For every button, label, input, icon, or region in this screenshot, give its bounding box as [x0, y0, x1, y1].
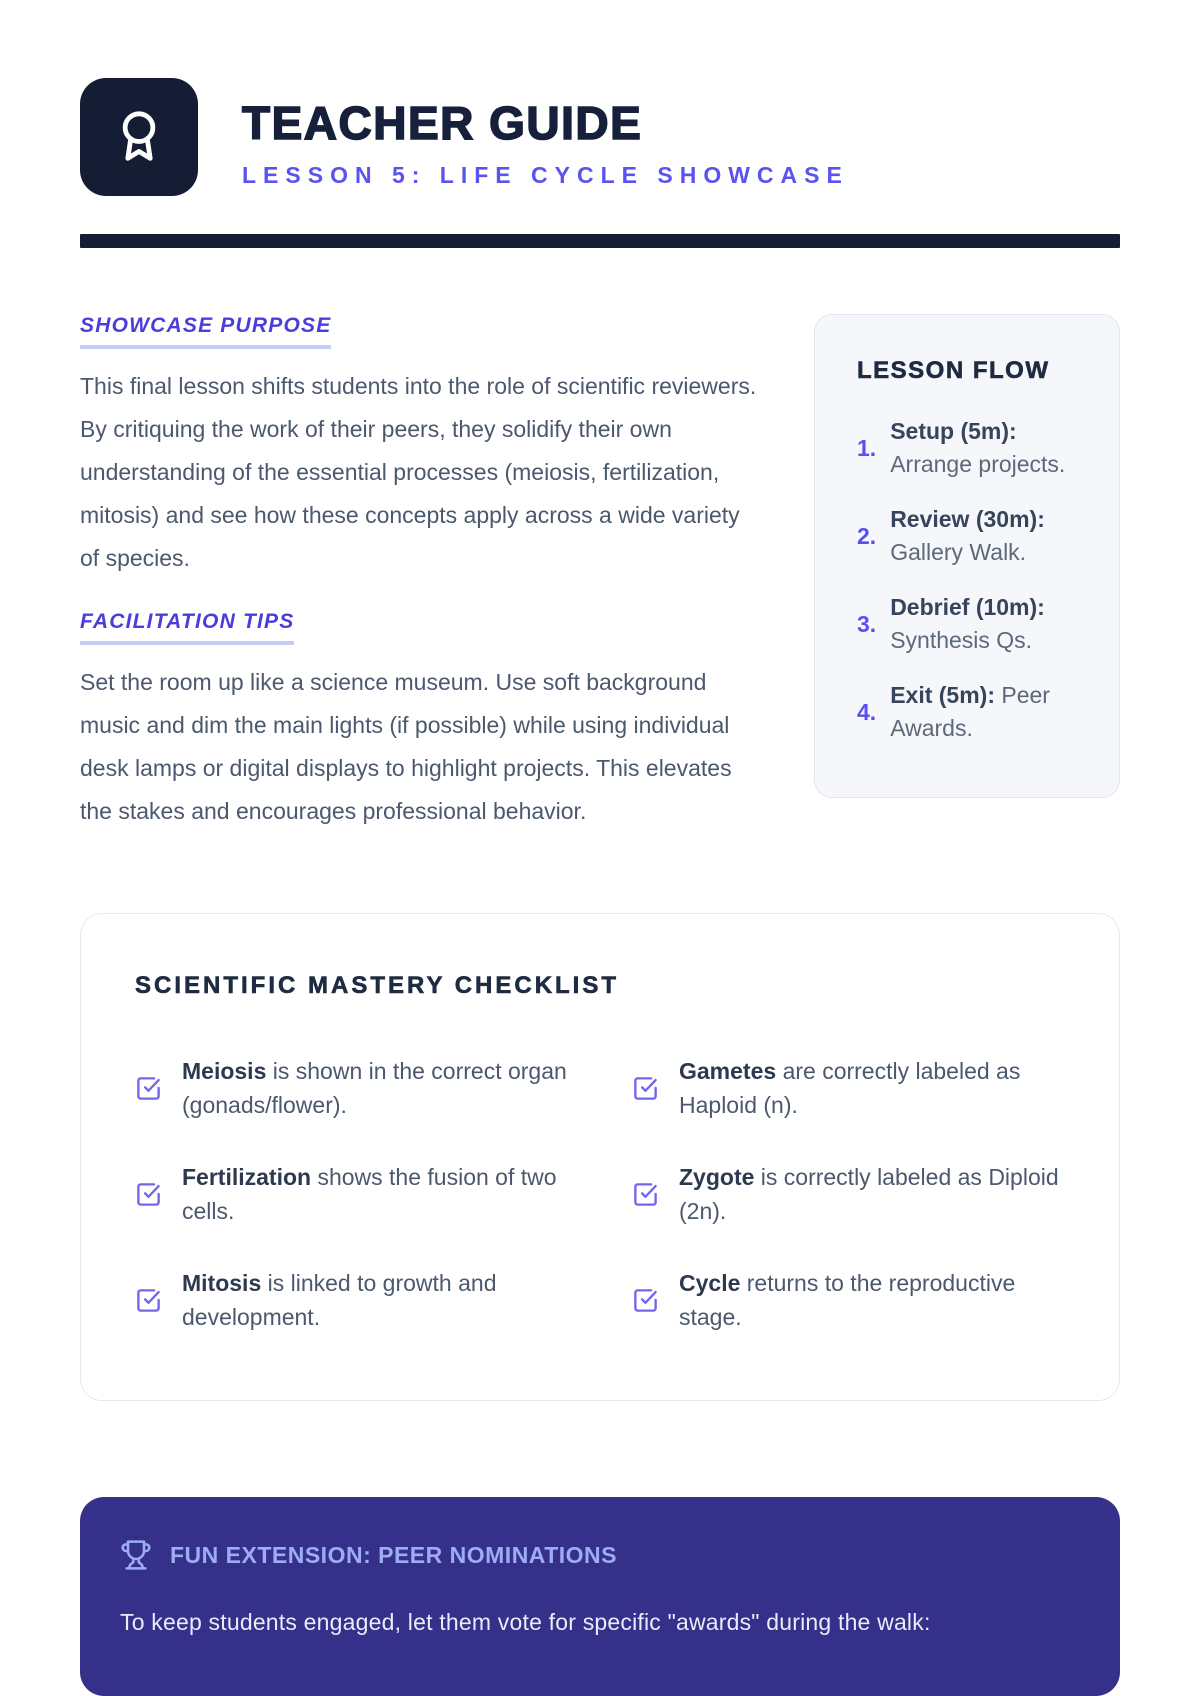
content-columns [80, 314, 1120, 833]
page-title: TEACHER GUIDE [242, 97, 643, 149]
step-number: 3. [857, 610, 877, 637]
lesson-flow-step [857, 591, 1089, 657]
check-square-icon [632, 1181, 659, 1208]
checklist-detail: is correctly labeled as Diploid (2n). [679, 1164, 1059, 1224]
checklist-item [135, 1054, 568, 1122]
header-titles [242, 78, 849, 189]
purpose-heading: SHOWCASE PURPOSE [80, 314, 331, 349]
checklist-item-text [679, 1054, 1065, 1122]
lesson-flow-step [857, 415, 1089, 481]
check-square-icon [135, 1075, 162, 1102]
checklist-title: SCIENTIFIC MASTERY CHECKLIST [135, 972, 620, 999]
checklist-detail: shows the fusion of two cells. [182, 1164, 557, 1224]
step-detail: Peer Awards. [890, 682, 1050, 741]
mastery-checklist-card [80, 913, 1120, 1401]
check-square-icon [135, 1181, 162, 1208]
check-square-icon [632, 1287, 659, 1314]
award-icon [107, 105, 171, 169]
purpose-paragraph: This final lesson shifts students into the role of scientific reviewers. By critiquing the work of their peers, they solidify their own understanding of the essential processes (meiosis, fertilization, mitosis) and see how these concepts apply across a wide variety of species. [80, 373, 757, 571]
award-logo-badge [80, 78, 198, 196]
checklist-item-text [182, 1054, 568, 1122]
lesson-flow-step [857, 679, 1089, 745]
checklist-item-text [679, 1266, 1065, 1334]
checklist-detail: is linked to growth and development. [182, 1270, 497, 1330]
checklist-detail: returns to the reproductive stage. [679, 1270, 1016, 1330]
checklist-keyword: Meiosis [182, 1058, 267, 1084]
header [80, 78, 1120, 196]
checklist-keyword: Gametes [679, 1058, 777, 1084]
step-text [890, 415, 1089, 481]
checklist-keyword: Cycle [679, 1270, 741, 1296]
extension-title-row [120, 1539, 1080, 1571]
check-square-icon [135, 1287, 162, 1314]
checklist-item [632, 1160, 1065, 1228]
checklist-item [632, 1054, 1065, 1122]
checklist-detail: are correctly labeled as Haploid (n). [679, 1058, 1021, 1118]
trophy-icon [120, 1539, 152, 1571]
step-number: 2. [857, 522, 877, 549]
header-divider [80, 234, 1120, 248]
step-detail: Synthesis Qs. [890, 627, 1033, 653]
checklist-item [135, 1266, 568, 1334]
tips-section [80, 610, 760, 833]
tips-paragraph: Set the room up like a science museum. Use soft background music and dim the main lights (if possible) while using individual desk lamps or digital displays to highlight projects. This elevates the stakes and encourages professional behavior. [80, 669, 732, 824]
checklist-item-text [182, 1266, 568, 1334]
step-label: Setup (5m): [890, 418, 1017, 444]
extension-body: To keep students engaged, let them vote for specific "awards" during the walk: [120, 1609, 931, 1635]
step-label: Exit (5m): [890, 682, 995, 708]
lesson-flow-card [814, 314, 1120, 798]
step-text [890, 503, 1089, 569]
check-square-icon [632, 1075, 659, 1102]
step-detail: Arrange projects. [890, 451, 1066, 477]
step-detail: Gallery Walk. [890, 539, 1027, 565]
fun-extension-card [80, 1497, 1120, 1696]
lesson-flow-steps [857, 415, 1089, 745]
lesson-flow-step [857, 503, 1089, 569]
checklist-item [632, 1266, 1065, 1334]
lesson-flow-title: LESSON FLOW [857, 357, 1050, 384]
main-column [80, 314, 760, 833]
step-text [890, 679, 1089, 745]
step-label: Review (30m): [890, 506, 1045, 532]
checklist-item [135, 1160, 568, 1228]
step-text [890, 591, 1089, 657]
step-number: 1. [857, 434, 877, 461]
checklist-grid [135, 1054, 1065, 1334]
checklist-keyword: Mitosis [182, 1270, 262, 1296]
checklist-item-text [182, 1160, 568, 1228]
step-label: Debrief (10m): [890, 594, 1045, 620]
extension-title: FUN EXTENSION: PEER NOMINATIONS [170, 1541, 617, 1568]
checklist-item-text [679, 1160, 1065, 1228]
checklist-keyword: Zygote [679, 1164, 755, 1190]
step-number: 4. [857, 698, 877, 725]
checklist-keyword: Fertilization [182, 1164, 312, 1190]
page-subtitle: LESSON 5: LIFE CYCLE SHOWCASE [242, 162, 849, 188]
checklist-detail: is shown in the correct organ (gonads/flower). [182, 1058, 567, 1118]
tips-heading: FACILITATION TIPS [80, 610, 294, 645]
